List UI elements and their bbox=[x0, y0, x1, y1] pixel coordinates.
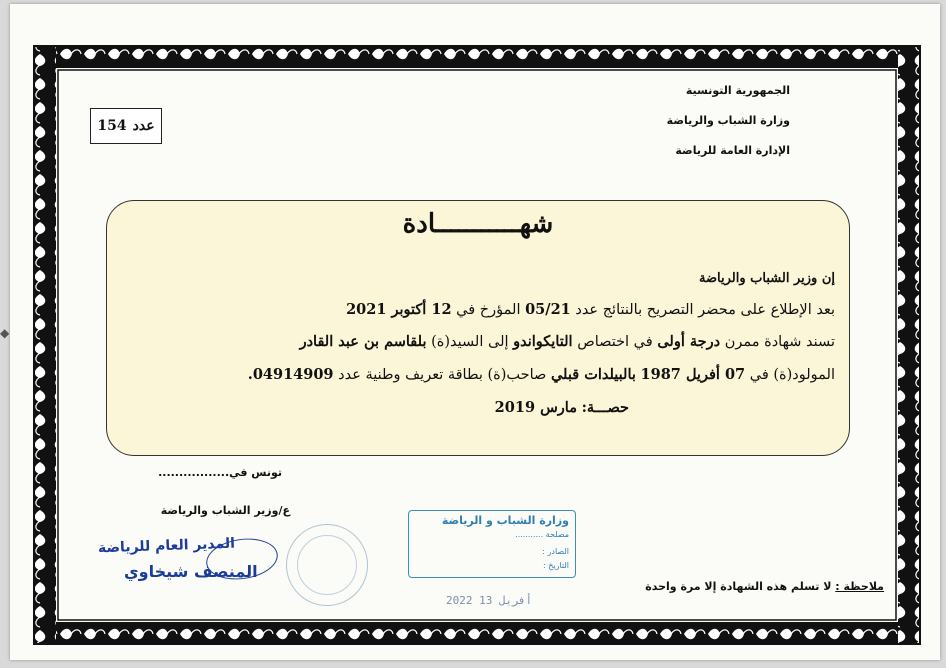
stamp-date-label: التاريخ : bbox=[542, 561, 569, 570]
body-line-3 bbox=[121, 366, 835, 383]
date-stamp: 2022 أفريل 13 bbox=[446, 594, 533, 607]
birth-date: 07 أفريل 1987 bbox=[640, 366, 746, 383]
line2-mid: في اختصاص bbox=[577, 334, 653, 350]
number-label: عدد bbox=[132, 118, 155, 134]
holder-name: بلقاسم بن عبد القادر bbox=[299, 333, 427, 350]
note-label: ملاحظة : bbox=[835, 580, 884, 593]
line3-mid: صاحب(ة) بطاقة تعريف وطنية عدد bbox=[338, 367, 547, 383]
certificate-number-box bbox=[90, 108, 162, 144]
stamp-sub: مصلحة ........... bbox=[515, 530, 569, 539]
note-text: لا تسلم هذه الشهادة إلا مرة واحدة bbox=[645, 580, 832, 593]
stamp-issued: الصادر : bbox=[542, 547, 569, 556]
session-line bbox=[121, 399, 629, 416]
ministry-heading: وزارة الشباب والرياضة bbox=[666, 114, 790, 127]
birth-place: بالبيلدات قبلي bbox=[550, 366, 636, 383]
signatory-name: المنصف شيخاوي bbox=[124, 562, 258, 581]
place-date-line: تونس في................. bbox=[158, 466, 282, 479]
round-seal-icon bbox=[286, 524, 368, 606]
session-value: مارس 2019 bbox=[494, 399, 577, 416]
body-line-2 bbox=[121, 333, 835, 350]
signatory-title: المدير العام للرياضة bbox=[97, 535, 236, 557]
certificate-title: شهـــــــــــادة bbox=[402, 209, 554, 239]
certificate-sheet bbox=[10, 4, 940, 660]
session-label: حصـــة: bbox=[581, 399, 629, 416]
certificate-body-panel bbox=[106, 200, 850, 456]
line3-pre: المولود(ة) في bbox=[749, 367, 835, 383]
directorate-heading: الإدارة العامة للرياضة bbox=[675, 144, 790, 157]
previous-page-arrow-icon[interactable]: ◆ bbox=[0, 326, 10, 340]
national-id: 04914909. bbox=[247, 366, 334, 383]
for-minister-line: ع/وزير الشباب والرياضة bbox=[160, 504, 290, 517]
line2-pre: تسند شهادة ممرن bbox=[724, 334, 835, 350]
note-line bbox=[645, 580, 884, 593]
degree: درجة أولى bbox=[657, 333, 721, 350]
line1-mid: المؤرخ في bbox=[456, 302, 521, 318]
stamp-title: وزارة الشباب و الرياضة bbox=[441, 514, 569, 527]
report-date: 12 أكتوبر 2021 bbox=[346, 301, 452, 318]
minister-line: إن وزير الشباب والرياضة bbox=[699, 271, 835, 286]
republic-heading: الجمهورية التونسية bbox=[685, 84, 790, 97]
line2-mid2: إلى السيد(ة) bbox=[431, 334, 509, 350]
number-value: 154 bbox=[97, 118, 127, 134]
body-line-1 bbox=[121, 301, 835, 318]
discipline: التايكواندو bbox=[513, 333, 573, 350]
ministry-stamp bbox=[408, 510, 576, 578]
line1-pre: بعد الإطلاع على محضر التصريح بالنتائج عدد bbox=[575, 302, 835, 318]
report-number: 05/21 bbox=[525, 301, 571, 318]
